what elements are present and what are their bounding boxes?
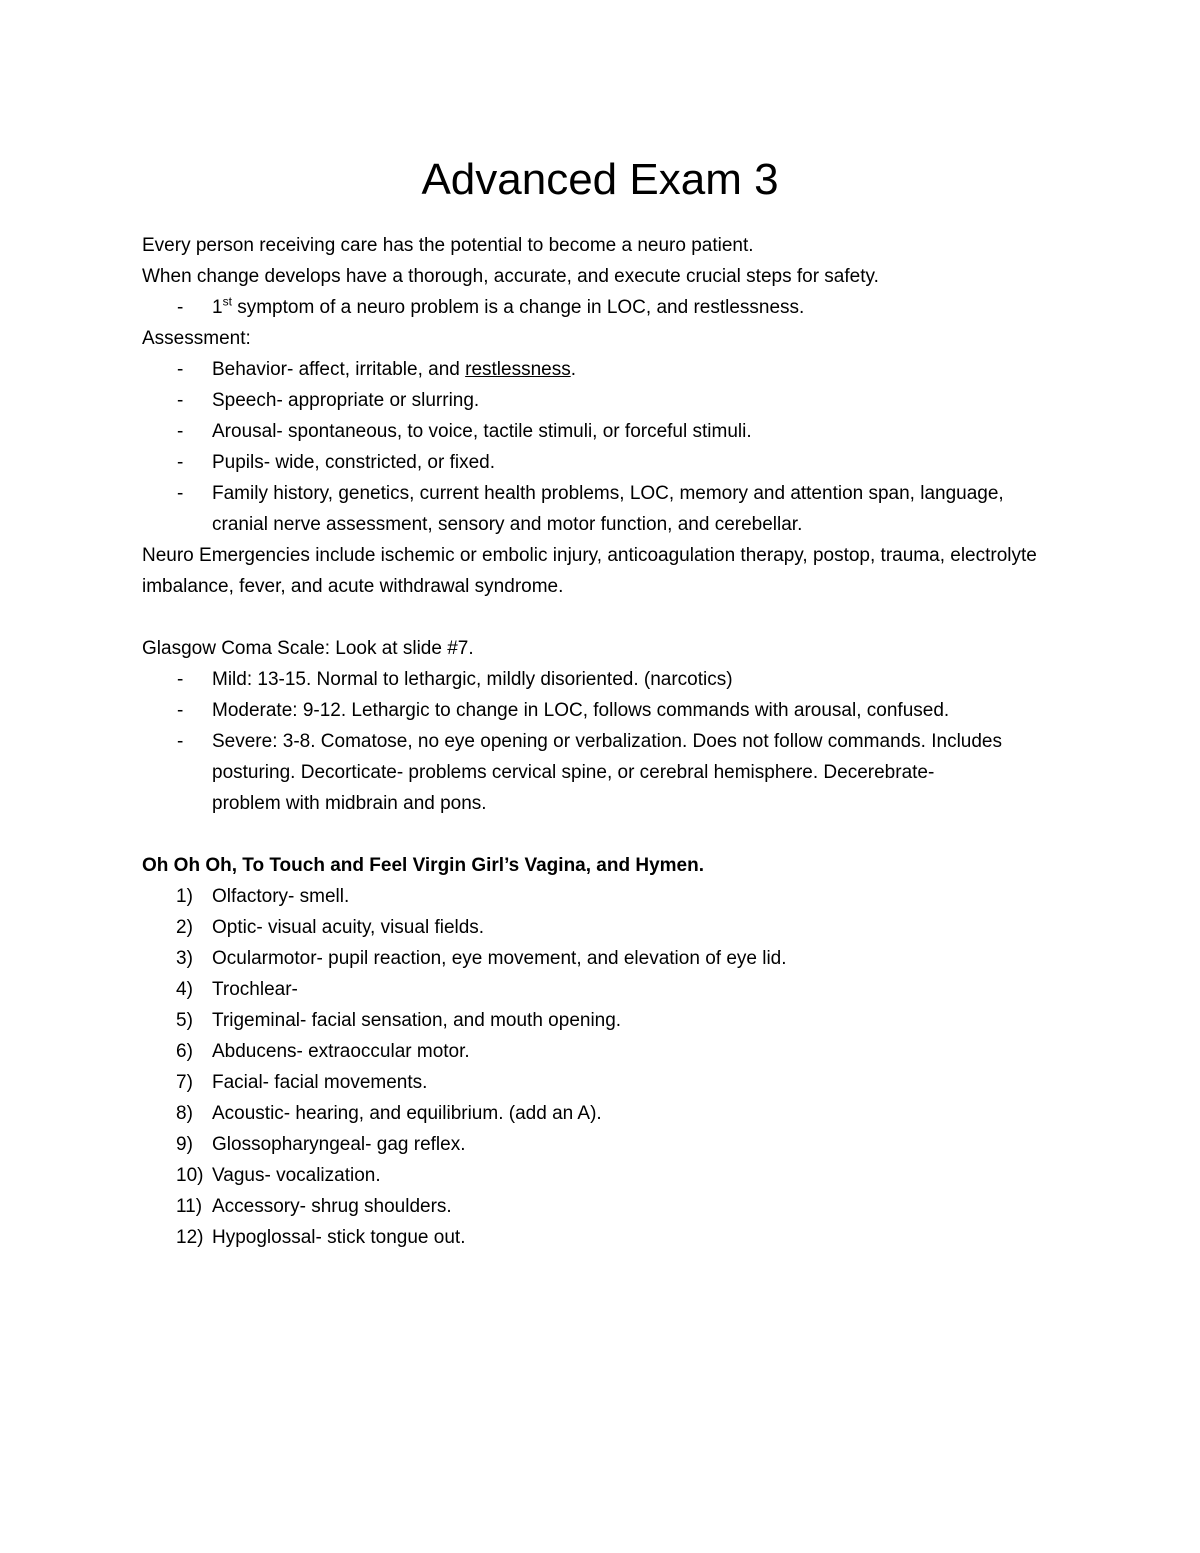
bullet-marker: - — [177, 452, 184, 473]
cranial-nerve-text: Glossopharyngeal- gag reflex. — [212, 1134, 466, 1155]
glasgow-item — [142, 726, 1002, 819]
cranial-nerve-text: Vagus- vocalization. — [212, 1165, 381, 1186]
cranial-nerve-text: Hypoglossal- stick tongue out. — [212, 1227, 466, 1248]
bullet-marker: - — [177, 700, 184, 721]
list-number: 6) — [176, 1041, 193, 1062]
list-number: 2) — [176, 917, 193, 938]
assessment-item — [142, 385, 1072, 416]
bullet-marker: - — [177, 421, 184, 442]
list-number: 4) — [176, 979, 193, 1000]
list-number: 7) — [176, 1072, 193, 1093]
bullet-marker: - — [177, 390, 184, 411]
cranial-nerve-text: Olfactory- smell. — [212, 886, 350, 907]
cranial-nerve-text: Acoustic- hearing, and equilibrium. (add an A). — [212, 1103, 602, 1124]
list-number: 3) — [176, 948, 193, 969]
behavior-suffix: . — [570, 359, 577, 380]
intro-bullet-prefix: 1 — [212, 297, 223, 318]
neuro-emergencies-paragraph: Neuro Emergencies include ischemic or embolic injury, anticoagulation therapy, postop, trauma, electrolyte imbalance, fever, and acute withdrawal syndrome. — [142, 545, 1037, 597]
bullet-marker: - — [177, 297, 184, 318]
cranial-nerve-text: Optic- visual acuity, visual fields. — [212, 917, 485, 938]
cranial-nerve-item — [142, 1005, 1072, 1036]
cranial-nerve-item — [142, 943, 1072, 974]
intro-bullet-superscript: st — [222, 294, 232, 309]
cranial-nerve-item — [142, 1036, 1072, 1067]
bullet-marker: - — [177, 731, 184, 752]
assessment-item — [142, 416, 1072, 447]
cranial-nerve-item — [142, 1160, 1072, 1191]
glasgow-item — [142, 695, 1072, 726]
glasgow-item-text: Moderate: 9-12. Lethargic to change in LOC, follows commands with arousal, confused. — [212, 700, 950, 721]
cranial-nerve-item — [142, 1067, 1072, 1098]
paragraph-spacer — [142, 819, 1072, 850]
cranial-nerve-text: Accessory- shrug shoulders. — [212, 1196, 452, 1217]
intro-bullet-text: symptom of a neuro problem is a change in LOC, and restlessness. — [231, 297, 805, 318]
assessment-item — [142, 478, 1052, 540]
page-title: Advanced Exam 3 — [421, 155, 779, 204]
list-number: 1) — [176, 886, 193, 907]
glasgow-item-text: Severe: 3-8. Comatose, no eye opening or verbalization. Does not follow commands. Includes posturing. Decorticate- problems cervical spine, or cerebral hemisphere. Decerebrate- problem with midbrain and pons. — [212, 731, 1002, 814]
intro-line-2: When change develops have a thorough, accurate, and execute crucial steps for safety. — [142, 266, 879, 287]
cranial-nerve-item — [142, 974, 1072, 1005]
list-number: 12) — [176, 1227, 204, 1248]
cranial-nerve-item — [142, 1191, 1072, 1222]
intro-bullet — [142, 292, 1072, 323]
cranial-nerve-text: Ocularmotor- pupil reaction, eye movement, and elevation of eye lid. — [212, 948, 787, 969]
cranial-nerves-mnemonic-heading: Oh Oh Oh, To Touch and Feel Virgin Girl’s Vagina, and Hymen. — [142, 855, 704, 876]
list-number: 11) — [176, 1196, 203, 1217]
bullet-marker: - — [177, 669, 184, 690]
assessment-item — [142, 447, 1072, 478]
assessment-item-text: Family history, genetics, current health problems, LOC, memory and attention span, language, cranial nerve assessment, sensory and motor function, and cerebellar. — [212, 483, 1004, 535]
intro-line-1: Every person receiving care has the potential to become a neuro patient. — [142, 235, 754, 256]
behavior-text: Behavior- affect, irritable, and — [212, 359, 466, 380]
cranial-nerve-text: Trochlear- — [212, 979, 298, 1000]
glasgow-heading: Glasgow Coma Scale: Look at slide #7. — [142, 638, 474, 659]
cranial-nerve-item — [142, 1098, 1072, 1129]
cranial-nerve-item — [142, 881, 1072, 912]
cranial-nerve-text: Trigeminal- facial sensation, and mouth opening. — [212, 1010, 622, 1031]
list-number: 10) — [176, 1165, 204, 1186]
glasgow-item — [142, 664, 1072, 695]
bullet-marker: - — [177, 359, 184, 380]
cranial-nerve-item — [142, 1129, 1072, 1160]
list-number: 9) — [176, 1134, 193, 1155]
cranial-nerve-item — [142, 912, 1072, 943]
bullet-marker: - — [177, 483, 184, 504]
behavior-underlined-text: restlessness — [465, 359, 571, 380]
cranial-nerve-item — [142, 1222, 1072, 1253]
list-number: 5) — [176, 1010, 193, 1031]
assessment-item-text: Arousal- spontaneous, to voice, tactile stimuli, or forceful stimuli. — [212, 421, 752, 442]
document-body — [142, 230, 1072, 1253]
assessment-item-behavior — [142, 354, 1072, 385]
assessment-item-text: Pupils- wide, constricted, or fixed. — [212, 452, 496, 473]
cranial-nerve-text: Abducens- extraoccular motor. — [212, 1041, 470, 1062]
paragraph-spacer — [142, 602, 1072, 633]
cranial-nerve-text: Facial- facial movements. — [212, 1072, 428, 1093]
assessment-item-text: Speech- appropriate or slurring. — [212, 390, 480, 411]
glasgow-item-text: Mild: 13-15. Normal to lethargic, mildly disoriented. (narcotics) — [212, 669, 733, 690]
assessment-heading: Assessment: — [142, 328, 251, 349]
list-number: 8) — [176, 1103, 193, 1124]
